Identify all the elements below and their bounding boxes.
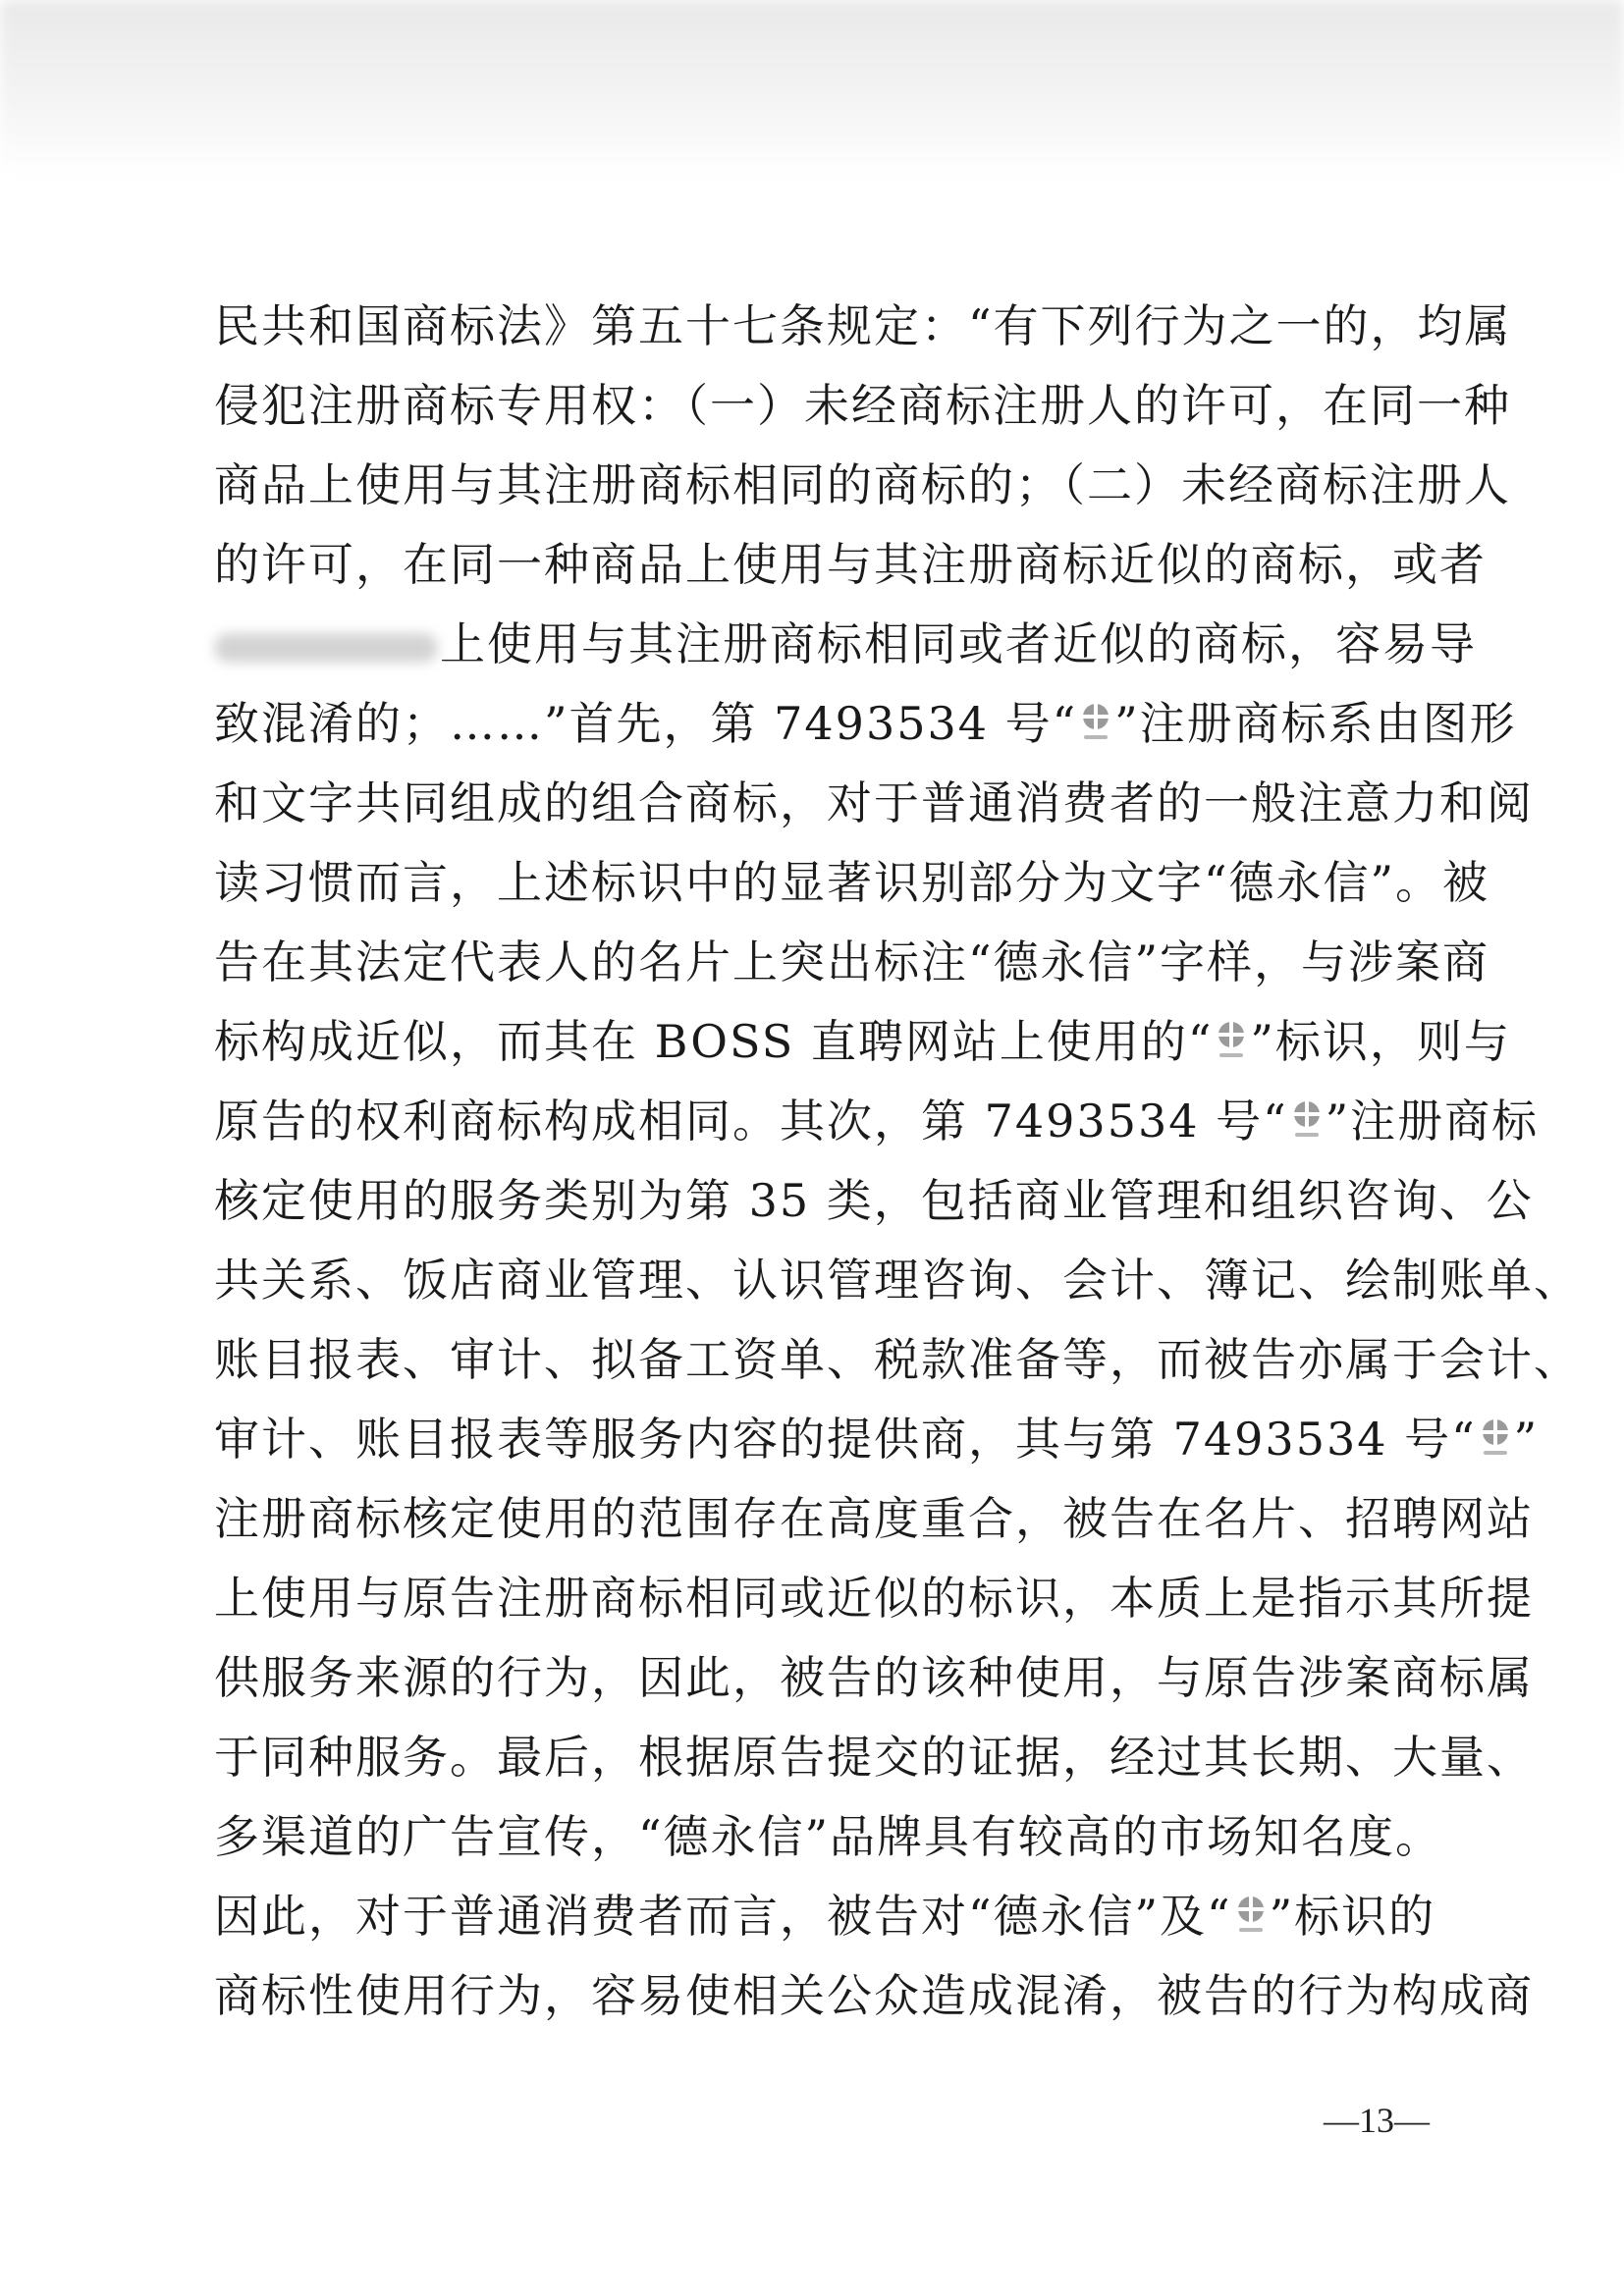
text-segment: 供服务来源的行为，因此，被告的该种使用，与原告涉案商标属 — [214, 1651, 1534, 1704]
text-segment: 核定使用的服务类别为第 35 类，包括商业管理和组织咨询、公 — [214, 1174, 1534, 1227]
text-segment: 共关系、饭店商业管理、认识管理咨询、会计、簿记、绘制账单、 — [214, 1254, 1581, 1307]
text-segment: 于同种服务。最后，根据原告提交的证据，经过其长期、大量、 — [214, 1731, 1534, 1784]
text-line — [214, 1241, 1581, 1320]
text-line — [214, 525, 1487, 605]
text-segment: 注册商标核定使用的范围存在高度重合，被告在名片、招聘网站 — [214, 1492, 1534, 1545]
text-line — [214, 1559, 1534, 1638]
text-segment: 读习惯而言，上述标识中的显著识别部分为文字“德永信”。被 — [214, 856, 1490, 909]
text-line — [214, 1638, 1534, 1718]
text-line — [214, 1877, 1436, 1956]
text-line — [214, 1320, 1581, 1400]
text-line — [214, 1082, 1540, 1161]
text-segment: 致混淆的；……”首先，第 7493534 号“ — [214, 697, 1078, 750]
text-line — [214, 605, 1477, 684]
text-segment: ”标识的 — [1269, 1890, 1436, 1943]
text-line — [214, 1400, 1540, 1479]
blurred-header-area — [0, 0, 1624, 177]
text-segment: 和文字共同组成的组合商标，对于普通消费者的一般注意力和阅 — [214, 776, 1534, 829]
trademark-logo-icon — [1233, 1893, 1269, 1938]
text-line — [214, 1718, 1534, 1797]
text-segment: 商标性使用行为，容易使相关公众造成混淆，被告的行为构成商 — [214, 1969, 1534, 2022]
text-segment: 告在其法定代表人的名片上突出标注“德永信”字样，与涉案商 — [214, 935, 1490, 988]
text-segment: 因此，对于普通消费者而言，被告对“德永信”及“ — [214, 1890, 1232, 1943]
text-segment: ” — [1513, 1413, 1540, 1466]
text-segment: 账目报表、审计、拟备工资单、税款准备等，而被告亦属于会计、 — [214, 1333, 1581, 1386]
text-line — [214, 843, 1490, 923]
text-line — [214, 1002, 1511, 1082]
text-segment: 多渠道的广告宣传，“德永信”品牌具有较高的市场知名度。 — [214, 1810, 1443, 1863]
text-segment: ”标识，则与 — [1250, 1015, 1511, 1068]
text-segment: 原告的权利商标构成相同。其次，第 7493534 号“ — [214, 1095, 1288, 1148]
text-line — [214, 764, 1534, 843]
text-segment: 的许可，在同一种商品上使用与其注册商标近似的商标，或者 — [214, 538, 1487, 591]
text-segment: 上使用与其注册商标相同或者近似的商标，容易导 — [440, 617, 1477, 670]
text-segment: 民共和国商标法》第五十七条规定：“有下列行为之一的，均属 — [214, 299, 1512, 352]
text-line — [214, 1797, 1443, 1877]
trademark-logo-icon — [1289, 1097, 1325, 1143]
text-line — [214, 1479, 1534, 1559]
trademark-logo-icon — [1214, 1018, 1249, 1063]
text-line — [214, 684, 1517, 764]
text-line — [214, 446, 1511, 525]
text-segment: 标构成近似，而其在 BOSS 直聘网站上使用的“ — [214, 1015, 1214, 1068]
text-line — [214, 1161, 1534, 1241]
text-segment: ”注册商标 — [1325, 1095, 1540, 1148]
text-segment: 上使用与原告注册商标相同或近似的标识，本质上是指示其所提 — [214, 1572, 1534, 1625]
page-number: —13— — [1324, 2101, 1430, 2140]
text-line — [214, 1956, 1534, 2036]
text-segment: 审计、账目报表等服务内容的提供商，其与第 7493534 号“ — [214, 1413, 1477, 1466]
text-segment: 商品上使用与其注册商标相同的商标的；（二）未经商标注册人 — [214, 458, 1511, 511]
body-text — [214, 287, 1581, 2036]
text-line — [214, 366, 1511, 446]
text-segment: ”注册商标系由图形 — [1114, 697, 1517, 750]
redacted-text — [214, 633, 438, 663]
text-segment: 侵犯注册商标专用权：（一）未经商标注册人的许可，在同一种 — [214, 379, 1511, 432]
trademark-logo-icon — [1078, 700, 1113, 745]
trademark-logo-icon — [1478, 1415, 1513, 1461]
text-line — [214, 923, 1490, 1002]
text-line — [214, 287, 1512, 366]
